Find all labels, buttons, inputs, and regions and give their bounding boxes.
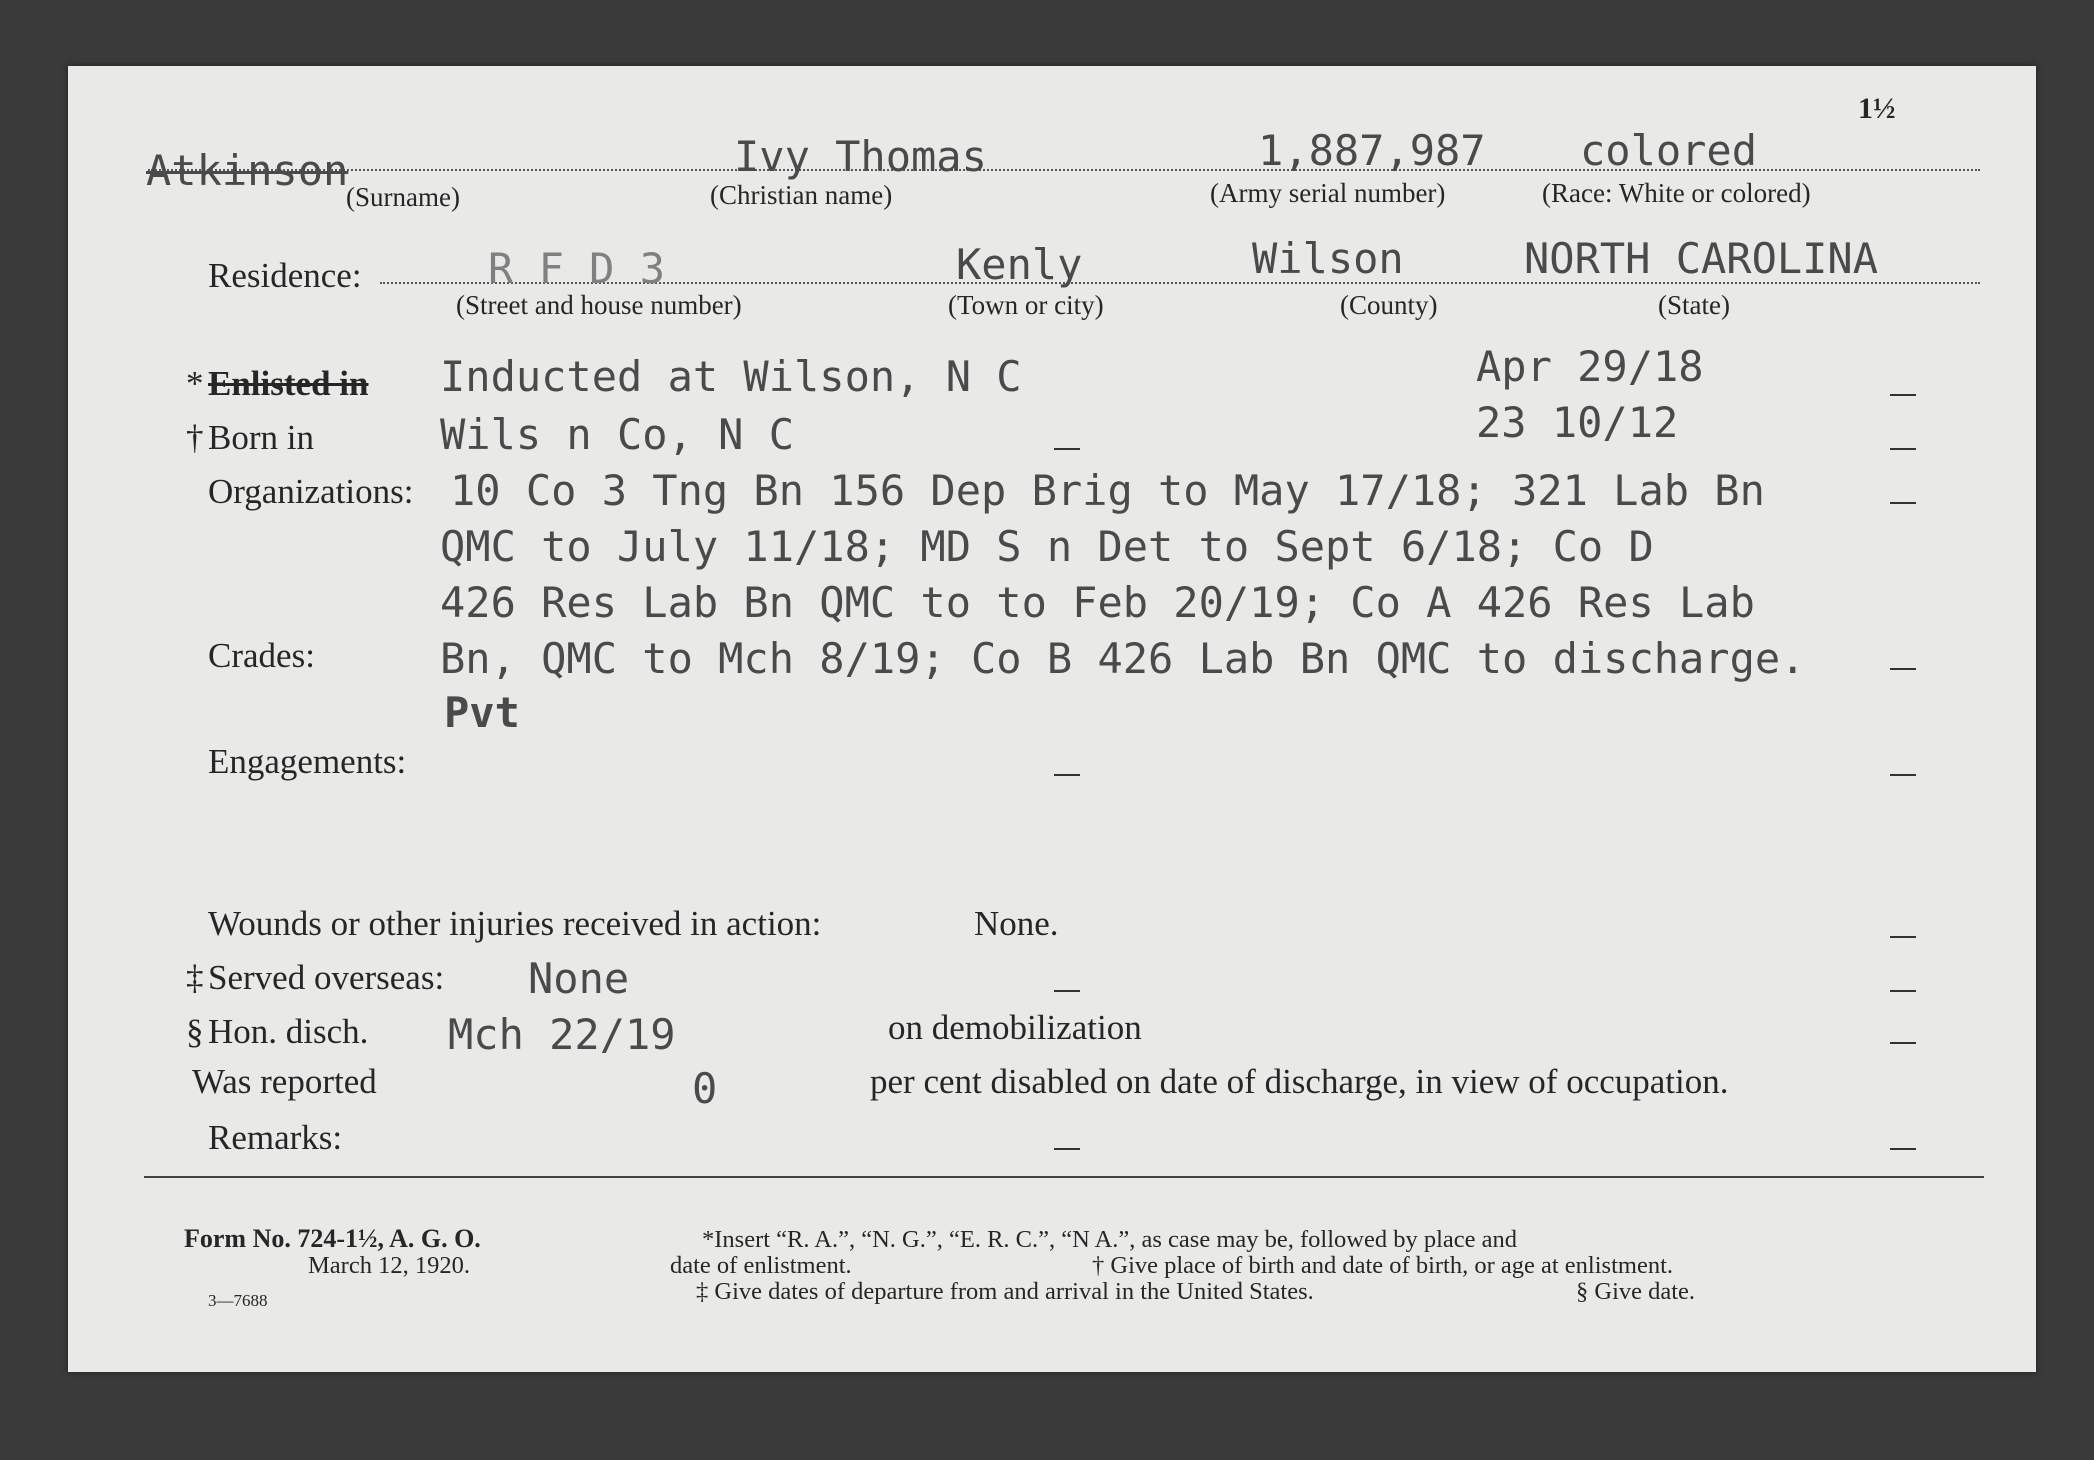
surname-value: Atkinson (146, 146, 349, 195)
dash-organizations-end (1890, 668, 1916, 670)
county-caption: (County) (1340, 290, 1438, 320)
dash-remarks (1890, 1148, 1916, 1150)
reported-label: Was reported (192, 1062, 377, 1101)
dash-born-mid (1054, 448, 1080, 450)
discharge-label: Hon. disch. (208, 1012, 369, 1051)
remarks-label: Remarks: (208, 1118, 343, 1157)
enlisted-mark: * (186, 364, 204, 403)
corner-number: 1½ (1858, 92, 1896, 125)
footnote-birth: † Give place of birth and date of birth, or age at enlistment. (1092, 1252, 1674, 1279)
discharge-date: Mch 22/19 (448, 1010, 676, 1059)
born-value: Wils n Co, N C (440, 410, 795, 459)
discharge-mark: § (186, 1012, 204, 1051)
enlisted-label: Enlisted in (208, 364, 369, 403)
crades-label: Crades: (208, 636, 315, 675)
footnote-discharge: § Give date. (1576, 1278, 1696, 1305)
race-caption: (Race: White or colored) (1542, 178, 1811, 208)
dash-discharge (1890, 1042, 1916, 1044)
crades-value: Pvt (444, 688, 520, 737)
discharge-reason: on demobilization (888, 1008, 1142, 1047)
street-value: R F D 3 (488, 244, 666, 293)
footer-rule (144, 1176, 1984, 1178)
reported-value: 0 (692, 1064, 718, 1113)
footnote-enlistment: *Insert “R. A.”, “N. G.”, “E. R. C.”, “N A.”, as case may be, followed by place and (702, 1226, 1518, 1253)
enlisted-value: Inducted at Wilson, N C (440, 352, 1022, 401)
residence-label: Residence: (208, 256, 362, 295)
race-value: colored (1580, 126, 1758, 175)
town-caption: (Town or city) (948, 290, 1104, 320)
dash-organizations (1890, 502, 1916, 504)
surname-caption: (Surname) (346, 182, 460, 212)
dash-overseas-mid (1054, 990, 1080, 992)
born-mark: † (186, 418, 204, 457)
christian-name-caption: (Christian name) (710, 180, 893, 210)
county-value: Wilson (1252, 234, 1404, 283)
wounds-label: Wounds or other injuries received in action: (208, 904, 822, 943)
service-record-card (68, 66, 2036, 1372)
organizations-line: 10 Co 3 Tng Bn 156 Dep Brig to May 17/18; 321 Lab Bn (450, 466, 1765, 515)
born-age: 23 10/12 (1476, 398, 1679, 447)
organizations-line: QMC to July 11/18; MD S n Det to Sept 6/18; Co D (440, 522, 1654, 571)
overseas-label: Served overseas: (208, 958, 445, 997)
state-caption: (State) (1658, 290, 1730, 320)
serial-number-caption: (Army serial number) (1210, 178, 1446, 208)
state-value: NORTH CAROLINA (1524, 234, 1879, 283)
dash-engagements (1890, 774, 1916, 776)
town-value: Kenly (956, 240, 1083, 289)
street-caption: (Street and house number) (456, 290, 742, 320)
form-number: Form No. 724-1½, A. G. O. (184, 1224, 481, 1253)
dash-engagements-mid (1054, 774, 1080, 776)
reported-text: per cent disabled on date of discharge, in view of occupation. (870, 1062, 1729, 1101)
organizations-line: Bn, QMC to Mch 8/19; Co B 426 Lab Bn QMC to discharge. (440, 634, 1806, 683)
overseas-mark: ‡ (186, 958, 204, 997)
born-label: Born in (208, 418, 314, 457)
form-date: March 12, 1920. (308, 1252, 470, 1279)
footnote-overseas: ‡ Give dates of departure from and arrival in the United States. (696, 1278, 1314, 1305)
organizations-line: 426 Res Lab Bn QMC to to Feb 20/19; Co A 426 Res Lab (440, 578, 1755, 627)
dash-overseas (1890, 990, 1916, 992)
engagements-label: Engagements: (208, 742, 407, 781)
dash-remarks-mid (1054, 1148, 1080, 1150)
print-code: 3—7688 (208, 1291, 268, 1310)
dash-enlisted (1890, 394, 1916, 396)
wounds-value: None. (974, 904, 1059, 943)
serial-number-value: 1,887,987 (1258, 126, 1486, 175)
overseas-value: None (528, 954, 630, 1003)
christian-name-value: Ivy Thomas (734, 132, 987, 181)
footnote-enlistment-cont: date of enlistment. (670, 1252, 852, 1279)
dash-born (1890, 448, 1916, 450)
organizations-label: Organizations: (208, 472, 414, 511)
enlisted-date: Apr 29/18 (1476, 342, 1704, 391)
dash-wounds (1890, 936, 1916, 938)
